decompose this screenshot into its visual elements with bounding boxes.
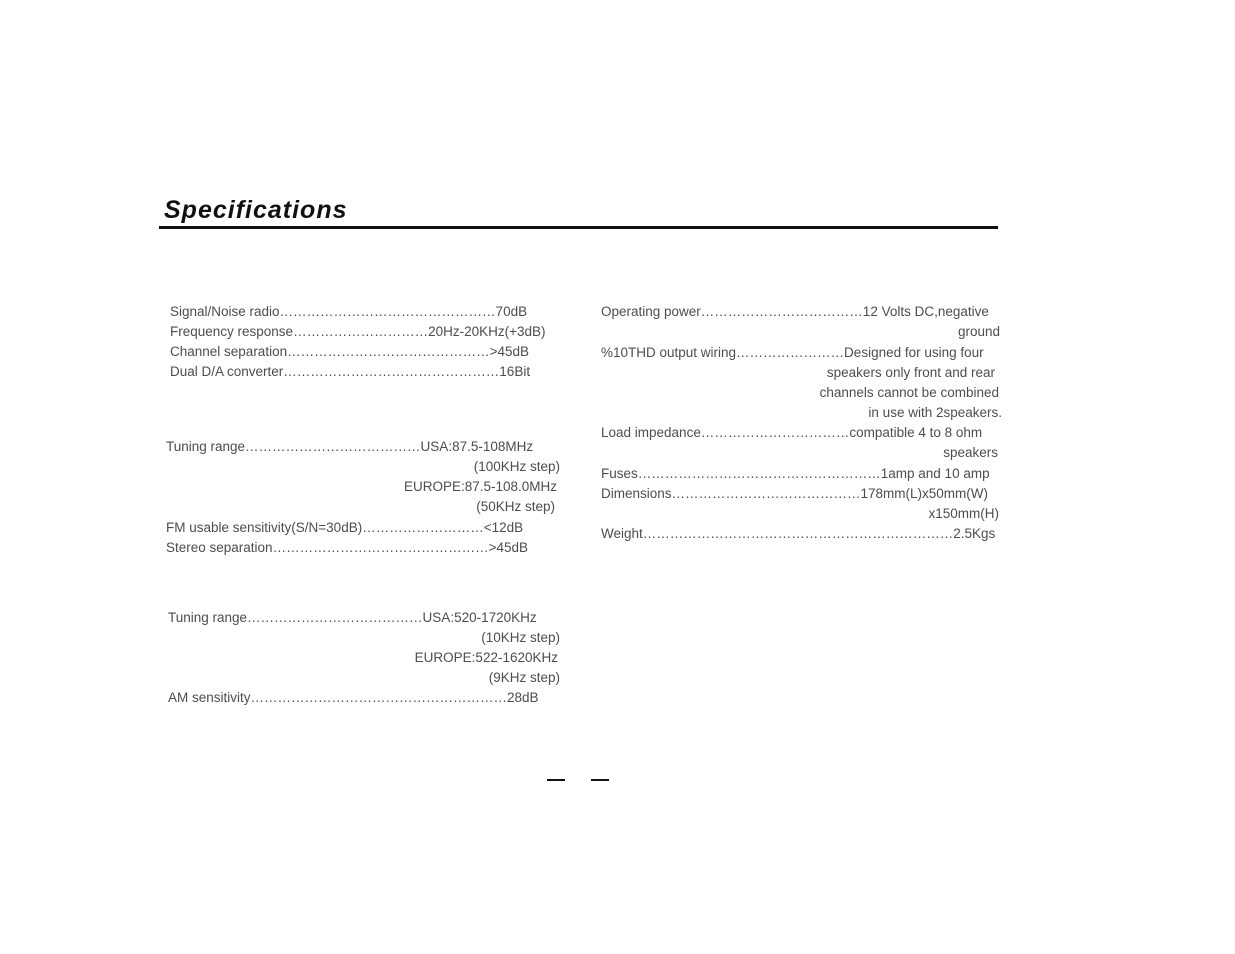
spec-fuses: Fuses………………………………………………1amp and 10 amp: [601, 466, 990, 481]
spec-am-usa-step: (10KHz step): [481, 630, 560, 645]
spec-frequency-response: Frequency response…………………………20Hz-20KHz(+3dB): [170, 324, 546, 339]
spec-fm-tuning-range: Tuning range…………………………………USA:87.5-108MHz: [166, 439, 534, 454]
spec-operating-power: Operating power………………………………12 Volts DC,negative: [601, 304, 989, 319]
spec-load-impedance-cont: speakers: [943, 445, 998, 460]
spec-thd-wiring-cont-2: channels cannot be combined: [819, 385, 999, 400]
spec-stereo-separation: Stereo separation…………………………………………>45dB: [166, 540, 528, 555]
title-divider: [159, 226, 998, 229]
spec-weight: Weight……………………………………………………………2.5Kgs: [601, 526, 996, 541]
spec-fm-europe: EUROPE:87.5-108.0MHz: [403, 479, 557, 494]
spec-am-europe: EUROPE:522-1620KHz: [414, 650, 558, 665]
spec-dimensions-cont: x150mm(H): [928, 506, 999, 521]
spec-am-sensitivity: AM sensitivity…………………………………………………28dB: [168, 690, 539, 705]
page-marker-dash-right: [591, 779, 609, 781]
spec-fm-europe-step: (50KHz step): [476, 499, 555, 514]
spec-operating-power-cont: ground: [957, 324, 1000, 339]
spec-thd-wiring-cont-3: in use with 2speakers.: [868, 405, 1002, 420]
spec-thd-wiring: %10THD output wiring……………………Designed for using four: [601, 345, 984, 360]
spec-dac: Dual D/A converter…………………………………………16Bit: [170, 364, 531, 379]
spec-am-europe-step: (9KHz step): [488, 670, 560, 685]
spec-signal-noise: Signal/Noise radio…………………………………………70dB: [170, 304, 528, 319]
spec-fm-sensitivity: FM usable sensitivity(S/N=30dB)………………………<12dB: [166, 520, 524, 535]
page-title: Specifications: [164, 196, 348, 224]
spec-load-impedance: Load impedance……………………………compatible 4 to 8 ohm: [601, 425, 983, 440]
spec-thd-wiring-cont-1: speakers only front and rear: [826, 365, 995, 380]
spec-fm-usa-step: (100KHz step): [473, 459, 560, 474]
page-marker-dash-left: [547, 779, 565, 781]
spec-dimensions: Dimensions……………………………………178mm(L)x50mm(W): [601, 486, 989, 501]
spec-am-tuning-range: Tuning range…………………………………USA:520-1720KHz: [168, 610, 537, 625]
spec-channel-separation: Channel separation………………………………………>45dB: [170, 344, 529, 359]
